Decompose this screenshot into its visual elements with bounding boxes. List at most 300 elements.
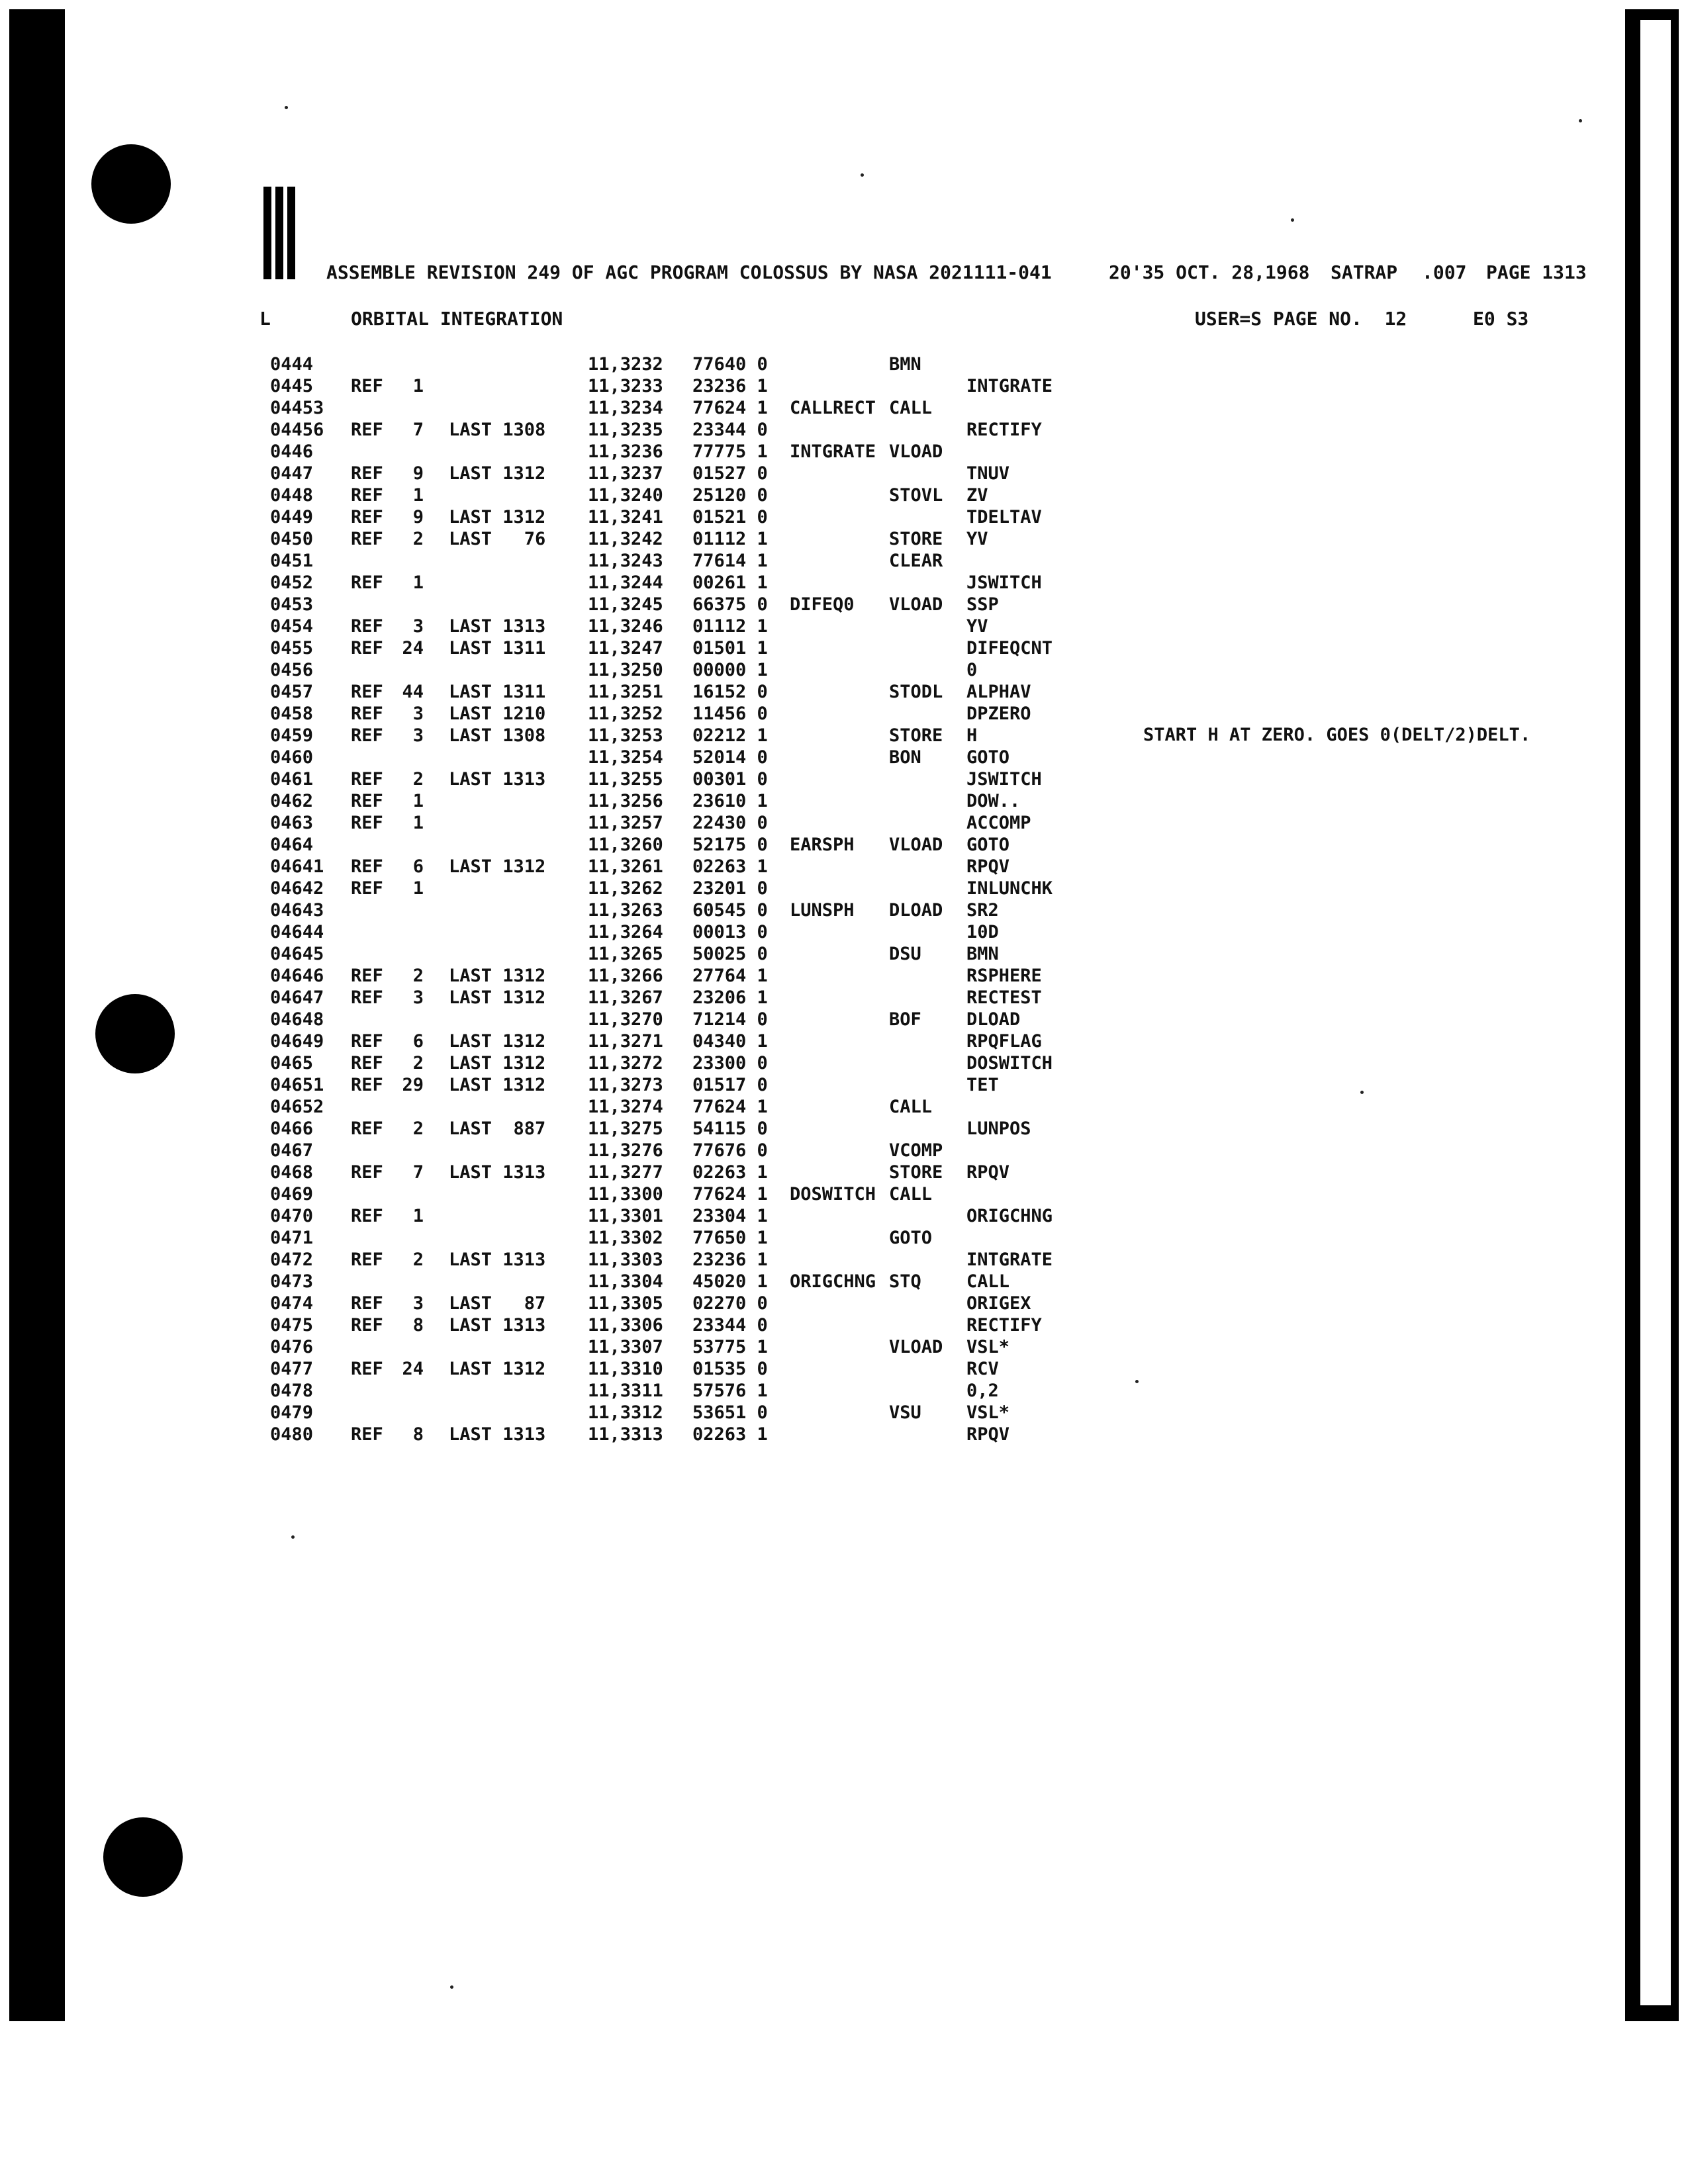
listing-marker: L (259, 308, 271, 330)
octal-code: 23344 0 (692, 420, 768, 440)
ref-marker: REF (351, 616, 383, 637)
octal-code: 52175 0 (692, 835, 768, 855)
address: 11,3235 (588, 420, 663, 440)
speck (861, 173, 864, 177)
ref-count: 3 (412, 704, 424, 724)
address: 11,3250 (588, 660, 663, 680)
octal-code: 04340 1 (692, 1031, 768, 1052)
octal-code: 50025 0 (692, 944, 768, 964)
ref-count: 2 (412, 769, 424, 790)
ref-count: 6 (412, 856, 424, 877)
operand: RECTIFY (966, 1315, 1042, 1336)
line-number: 0462 (270, 791, 314, 811)
operand: VSL* (966, 1402, 1010, 1423)
last-ref: LAST 1313 (449, 1162, 546, 1183)
ref-count: 24 (402, 638, 424, 659)
line-number: 0447 (270, 463, 314, 484)
operand: RCV (966, 1359, 999, 1379)
ref-count: 24 (402, 1359, 424, 1379)
operand: H (966, 725, 978, 746)
octal-code: 16152 0 (692, 682, 768, 702)
address: 11,3254 (588, 747, 663, 768)
ref-marker: REF (351, 1053, 383, 1073)
left-scan-edge (9, 9, 65, 2021)
line-number: 04651 (270, 1075, 324, 1095)
ref-marker: REF (351, 529, 383, 549)
listing-title: ASSEMBLE REVISION 249 OF AGC PROGRAM COLOSSUS BY NASA 2021111-041 (326, 261, 1052, 283)
opcode: CLEAR (889, 551, 943, 571)
speck (291, 1535, 295, 1539)
ref-count: 1 (412, 813, 424, 833)
line-number: 04643 (270, 900, 324, 921)
ref-count: 3 (412, 1293, 424, 1314)
operand: RSPHERE (966, 966, 1042, 986)
opcode: DLOAD (889, 900, 943, 921)
ref-marker: REF (351, 1162, 383, 1183)
octal-code: 01501 1 (692, 638, 768, 659)
operand: INLUNCHK (966, 878, 1053, 899)
ref-marker: REF (351, 704, 383, 724)
address: 11,3302 (588, 1228, 663, 1248)
opcode: DSU (889, 944, 921, 964)
octal-code: 00301 0 (692, 769, 768, 790)
listing-timestamp: 20'35 OCT. 28,1968 (1109, 261, 1310, 283)
octal-code: 53775 1 (692, 1337, 768, 1357)
last-ref: LAST 1308 (449, 725, 546, 746)
octal-code: 52014 0 (692, 747, 768, 768)
octal-code: 02270 0 (692, 1293, 768, 1314)
octal-code: 54115 0 (692, 1118, 768, 1139)
ref-marker: REF (351, 791, 383, 811)
address: 11,3275 (588, 1118, 663, 1139)
last-ref: LAST 1313 (449, 616, 546, 637)
operand: DPZERO (966, 704, 1031, 724)
octal-code: 77614 1 (692, 551, 768, 571)
opcode: VLOAD (889, 835, 943, 855)
opcode: GOTO (889, 1228, 933, 1248)
last-ref: LAST 1312 (449, 1075, 546, 1095)
line-number: 0468 (270, 1162, 314, 1183)
ref-marker: REF (351, 966, 383, 986)
operand: GOTO (966, 835, 1010, 855)
octal-code: 02212 1 (692, 725, 768, 746)
line-number: 0445 (270, 376, 314, 396)
octal-code: 23236 1 (692, 376, 768, 396)
operand: TET (966, 1075, 999, 1095)
address: 11,3274 (588, 1097, 663, 1117)
address: 11,3304 (588, 1271, 663, 1292)
opcode: STORE (889, 725, 943, 746)
location-label: EARSPH (790, 835, 855, 855)
ref-count: 29 (402, 1075, 424, 1095)
octal-code: 60545 0 (692, 900, 768, 921)
octal-code: 77624 1 (692, 1184, 768, 1205)
octal-code: 77624 1 (692, 1097, 768, 1117)
ref-marker: REF (351, 1293, 383, 1314)
octal-code: 57576 1 (692, 1381, 768, 1401)
last-ref: LAST 1313 (449, 1250, 546, 1270)
line-number: 0463 (270, 813, 314, 833)
last-ref: LAST 1312 (449, 1031, 546, 1052)
line-number: 0474 (270, 1293, 314, 1314)
address: 11,3234 (588, 398, 663, 418)
speck (1579, 119, 1582, 122)
operand: ZV (966, 485, 988, 506)
line-number: 0465 (270, 1053, 314, 1073)
address: 11,3233 (588, 376, 663, 396)
last-ref: LAST 887 (449, 1118, 546, 1139)
location-label: ORIGCHNG (790, 1271, 876, 1292)
line-number: 04649 (270, 1031, 324, 1052)
ref-marker: REF (351, 1250, 383, 1270)
line-number: 04641 (270, 856, 324, 877)
octal-code: 02263 1 (692, 856, 768, 877)
last-ref: LAST 1210 (449, 704, 546, 724)
assembler-name: SATRAP (1331, 261, 1398, 283)
line-number: 0461 (270, 769, 314, 790)
octal-code: 77640 0 (692, 354, 768, 375)
opcode: CALL (889, 1184, 933, 1205)
right-scan-edge-inner (1640, 20, 1671, 2005)
operand: YV (966, 529, 988, 549)
ref-count: 1 (412, 878, 424, 899)
opcode: VLOAD (889, 441, 943, 462)
ref-marker: REF (351, 1031, 383, 1052)
octal-code: 00013 0 (692, 922, 768, 942)
ref-count: 1 (412, 572, 424, 593)
address: 11,3246 (588, 616, 663, 637)
ref-count: 44 (402, 682, 424, 702)
opcode: BOF (889, 1009, 921, 1030)
ref-marker: REF (351, 638, 383, 659)
ref-count: 7 (412, 1162, 424, 1183)
line-number: 0476 (270, 1337, 314, 1357)
address: 11,3305 (588, 1293, 663, 1314)
ref-count: 8 (412, 1424, 424, 1445)
ref-count: 8 (412, 1315, 424, 1336)
section-title: ORBITAL INTEGRATION (351, 308, 563, 330)
operand: ALPHAV (966, 682, 1031, 702)
ref-marker: REF (351, 1118, 383, 1139)
location-label: CALLRECT (790, 398, 876, 418)
operand: JSWITCH (966, 769, 1042, 790)
line-number: 04646 (270, 966, 324, 986)
address: 11,3312 (588, 1402, 663, 1423)
line-number: 0471 (270, 1228, 314, 1248)
address: 11,3271 (588, 1031, 663, 1052)
location-label: INTGRATE (790, 441, 876, 462)
ref-count: 7 (412, 420, 424, 440)
operand: GOTO (966, 747, 1010, 768)
address: 11,3311 (588, 1381, 663, 1401)
opcode: STORE (889, 1162, 943, 1183)
operand: DIFEQCNT (966, 638, 1053, 659)
octal-code: 01527 0 (692, 463, 768, 484)
ref-marker: REF (351, 572, 383, 593)
ref-marker: REF (351, 1206, 383, 1226)
ref-marker: REF (351, 813, 383, 833)
address: 11,3255 (588, 769, 663, 790)
address: 11,3232 (588, 354, 663, 375)
binder-hole-bottom (103, 1817, 183, 1897)
opcode: STOVL (889, 485, 943, 506)
line-number: 04648 (270, 1009, 324, 1030)
last-ref: LAST 1312 (449, 463, 546, 484)
line-number: 04456 (270, 420, 324, 440)
ref-count: 6 (412, 1031, 424, 1052)
operand: 0 (966, 660, 978, 680)
ref-count: 1 (412, 376, 424, 396)
address: 11,3243 (588, 551, 663, 571)
address: 11,3265 (588, 944, 663, 964)
line-number: 0451 (270, 551, 314, 571)
line-number: 04453 (270, 398, 324, 418)
line-number: 0475 (270, 1315, 314, 1336)
octal-code: 23206 1 (692, 987, 768, 1008)
operand: BMN (966, 944, 999, 964)
speck (450, 1985, 453, 1989)
operand: DOSWITCH (966, 1053, 1053, 1073)
octal-code: 53651 0 (692, 1402, 768, 1423)
operand: 10D (966, 922, 999, 942)
ref-marker: REF (351, 463, 383, 484)
line-number: 0446 (270, 441, 314, 462)
address: 11,3244 (588, 572, 663, 593)
line-number: 0450 (270, 529, 314, 549)
last-ref: LAST 1308 (449, 420, 546, 440)
octal-code: 00000 1 (692, 660, 768, 680)
location-label: LUNSPH (790, 900, 855, 921)
ref-marker: REF (351, 769, 383, 790)
opcode: VLOAD (889, 1337, 943, 1357)
address: 11,3266 (588, 966, 663, 986)
binder-hole-top (91, 144, 171, 224)
opcode: VLOAD (889, 594, 943, 615)
operand: ORIGEX (966, 1293, 1031, 1314)
line-number: 0448 (270, 485, 314, 506)
last-ref: LAST 1312 (449, 1053, 546, 1073)
octal-code: 01112 1 (692, 616, 768, 637)
address: 11,3252 (588, 704, 663, 724)
ref-count: 9 (412, 507, 424, 527)
octal-code: 45020 1 (692, 1271, 768, 1292)
listing-code: E0 S3 (1473, 308, 1529, 330)
ref-marker: REF (351, 987, 383, 1008)
opcode: BMN (889, 354, 921, 375)
ref-marker: REF (351, 376, 383, 396)
octal-code: 71214 0 (692, 1009, 768, 1030)
ref-count: 2 (412, 1250, 424, 1270)
line-number: 0478 (270, 1381, 314, 1401)
last-ref: LAST 1313 (449, 769, 546, 790)
printer-mark-bars (263, 187, 305, 279)
ref-marker: REF (351, 1075, 383, 1095)
octal-code: 77624 1 (692, 398, 768, 418)
location-label: DOSWITCH (790, 1184, 876, 1205)
address: 11,3301 (588, 1206, 663, 1226)
last-ref: LAST 1312 (449, 507, 546, 527)
opcode: BON (889, 747, 921, 768)
address: 11,3303 (588, 1250, 663, 1270)
line-number: 04644 (270, 922, 324, 942)
opcode: VCOMP (889, 1140, 943, 1161)
ref-count: 3 (412, 725, 424, 746)
octal-code: 23201 0 (692, 878, 768, 899)
line-number: 0464 (270, 835, 314, 855)
octal-code: 01535 0 (692, 1359, 768, 1379)
octal-code: 01517 0 (692, 1075, 768, 1095)
page-number: PAGE 1313 (1486, 261, 1587, 283)
last-ref: LAST 1312 (449, 856, 546, 877)
line-number: 0454 (270, 616, 314, 637)
last-ref: LAST 1313 (449, 1424, 546, 1445)
last-ref: LAST 1311 (449, 682, 546, 702)
ref-count: 1 (412, 791, 424, 811)
user-page-number: USER=S PAGE NO. 12 (1195, 308, 1407, 330)
address: 11,3273 (588, 1075, 663, 1095)
remark-comment: START H AT ZERO. GOES 0(DELT/2)DELT. (1143, 725, 1531, 745)
ref-marker: REF (351, 1359, 383, 1379)
operand: TNUV (966, 463, 1010, 484)
operand: RPQV (966, 856, 1010, 877)
last-ref: LAST 1312 (449, 966, 546, 986)
operand: 0,2 (966, 1381, 999, 1401)
line-number: 0469 (270, 1184, 314, 1205)
address: 11,3270 (588, 1009, 663, 1030)
octal-code: 66375 0 (692, 594, 768, 615)
line-number: 0453 (270, 594, 314, 615)
last-ref: LAST 87 (449, 1293, 546, 1314)
octal-code: 02263 1 (692, 1424, 768, 1445)
operand: RECTEST (966, 987, 1042, 1008)
address: 11,3277 (588, 1162, 663, 1183)
line-number: 0452 (270, 572, 314, 593)
octal-code: 77676 0 (692, 1140, 768, 1161)
operand: ORIGCHNG (966, 1206, 1053, 1226)
opcode: STORE (889, 529, 943, 549)
ref-marker: REF (351, 682, 383, 702)
line-number: 0459 (270, 725, 314, 746)
octal-code: 27764 1 (692, 966, 768, 986)
address: 11,3307 (588, 1337, 663, 1357)
operand: LUNPOS (966, 1118, 1031, 1139)
operand: TDELTAV (966, 507, 1042, 527)
address: 11,3300 (588, 1184, 663, 1205)
line-number: 0472 (270, 1250, 314, 1270)
address: 11,3261 (588, 856, 663, 877)
opcode: CALL (889, 398, 933, 418)
line-number: 0449 (270, 507, 314, 527)
operand: RECTIFY (966, 420, 1042, 440)
line-number: 0444 (270, 354, 314, 375)
address: 11,3253 (588, 725, 663, 746)
octal-code: 23610 1 (692, 791, 768, 811)
ref-count: 3 (412, 987, 424, 1008)
address: 11,3245 (588, 594, 663, 615)
octal-code: 77775 1 (692, 441, 768, 462)
octal-code: 23344 0 (692, 1315, 768, 1336)
ref-count: 9 (412, 463, 424, 484)
octal-code: 25120 0 (692, 485, 768, 506)
operand: CALL (966, 1271, 1010, 1292)
ref-count: 3 (412, 616, 424, 637)
operand: RPQV (966, 1424, 1010, 1445)
operand: SSP (966, 594, 999, 615)
speck (1291, 218, 1294, 222)
line-number: 0477 (270, 1359, 314, 1379)
last-ref: LAST 1312 (449, 987, 546, 1008)
address: 11,3236 (588, 441, 663, 462)
speck (1135, 1380, 1139, 1383)
address: 11,3306 (588, 1315, 663, 1336)
ref-marker: REF (351, 420, 383, 440)
last-ref: LAST 1311 (449, 638, 546, 659)
octal-code: 02263 1 (692, 1162, 768, 1183)
operand: JSWITCH (966, 572, 1042, 593)
line-number: 0480 (270, 1424, 314, 1445)
ref-marker: REF (351, 485, 383, 506)
operand: DLOAD (966, 1009, 1021, 1030)
address: 11,3241 (588, 507, 663, 527)
address: 11,3267 (588, 987, 663, 1008)
line-number: 0479 (270, 1402, 314, 1423)
operand: RPQFLAG (966, 1031, 1042, 1052)
line-number: 0467 (270, 1140, 314, 1161)
operand: SR2 (966, 900, 999, 921)
address: 11,3257 (588, 813, 663, 833)
ref-marker: REF (351, 725, 383, 746)
line-number: 0455 (270, 638, 314, 659)
opcode: STQ (889, 1271, 921, 1292)
opcode: VSU (889, 1402, 921, 1423)
address: 11,3262 (588, 878, 663, 899)
octal-code: 00261 1 (692, 572, 768, 593)
line-number: 0456 (270, 660, 314, 680)
binder-hole-middle (95, 994, 175, 1073)
address: 11,3272 (588, 1053, 663, 1073)
speck (1360, 1091, 1364, 1094)
last-ref: LAST 1312 (449, 1359, 546, 1379)
speck (285, 106, 288, 109)
last-ref: LAST 76 (449, 529, 546, 549)
operand: RPQV (966, 1162, 1010, 1183)
line-number: 0470 (270, 1206, 314, 1226)
opcode: CALL (889, 1097, 933, 1117)
line-number: 04642 (270, 878, 324, 899)
operand: INTGRATE (966, 1250, 1053, 1270)
octal-code: 01521 0 (692, 507, 768, 527)
line-number: 0473 (270, 1271, 314, 1292)
address: 11,3260 (588, 835, 663, 855)
octal-code: 22430 0 (692, 813, 768, 833)
operand: ACCOMP (966, 813, 1031, 833)
address: 11,3240 (588, 485, 663, 506)
last-ref: LAST 1313 (449, 1315, 546, 1336)
ref-count: 1 (412, 1206, 424, 1226)
opcode: STODL (889, 682, 943, 702)
octal-code: 23300 0 (692, 1053, 768, 1073)
ref-count: 2 (412, 1118, 424, 1139)
operand: INTGRATE (966, 376, 1053, 396)
ref-marker: REF (351, 1315, 383, 1336)
line-number: 0458 (270, 704, 314, 724)
line-number: 0466 (270, 1118, 314, 1139)
octal-code: 23236 1 (692, 1250, 768, 1270)
address: 11,3264 (588, 922, 663, 942)
ref-count: 2 (412, 966, 424, 986)
ref-count: 2 (412, 1053, 424, 1073)
line-number: 04652 (270, 1097, 324, 1117)
